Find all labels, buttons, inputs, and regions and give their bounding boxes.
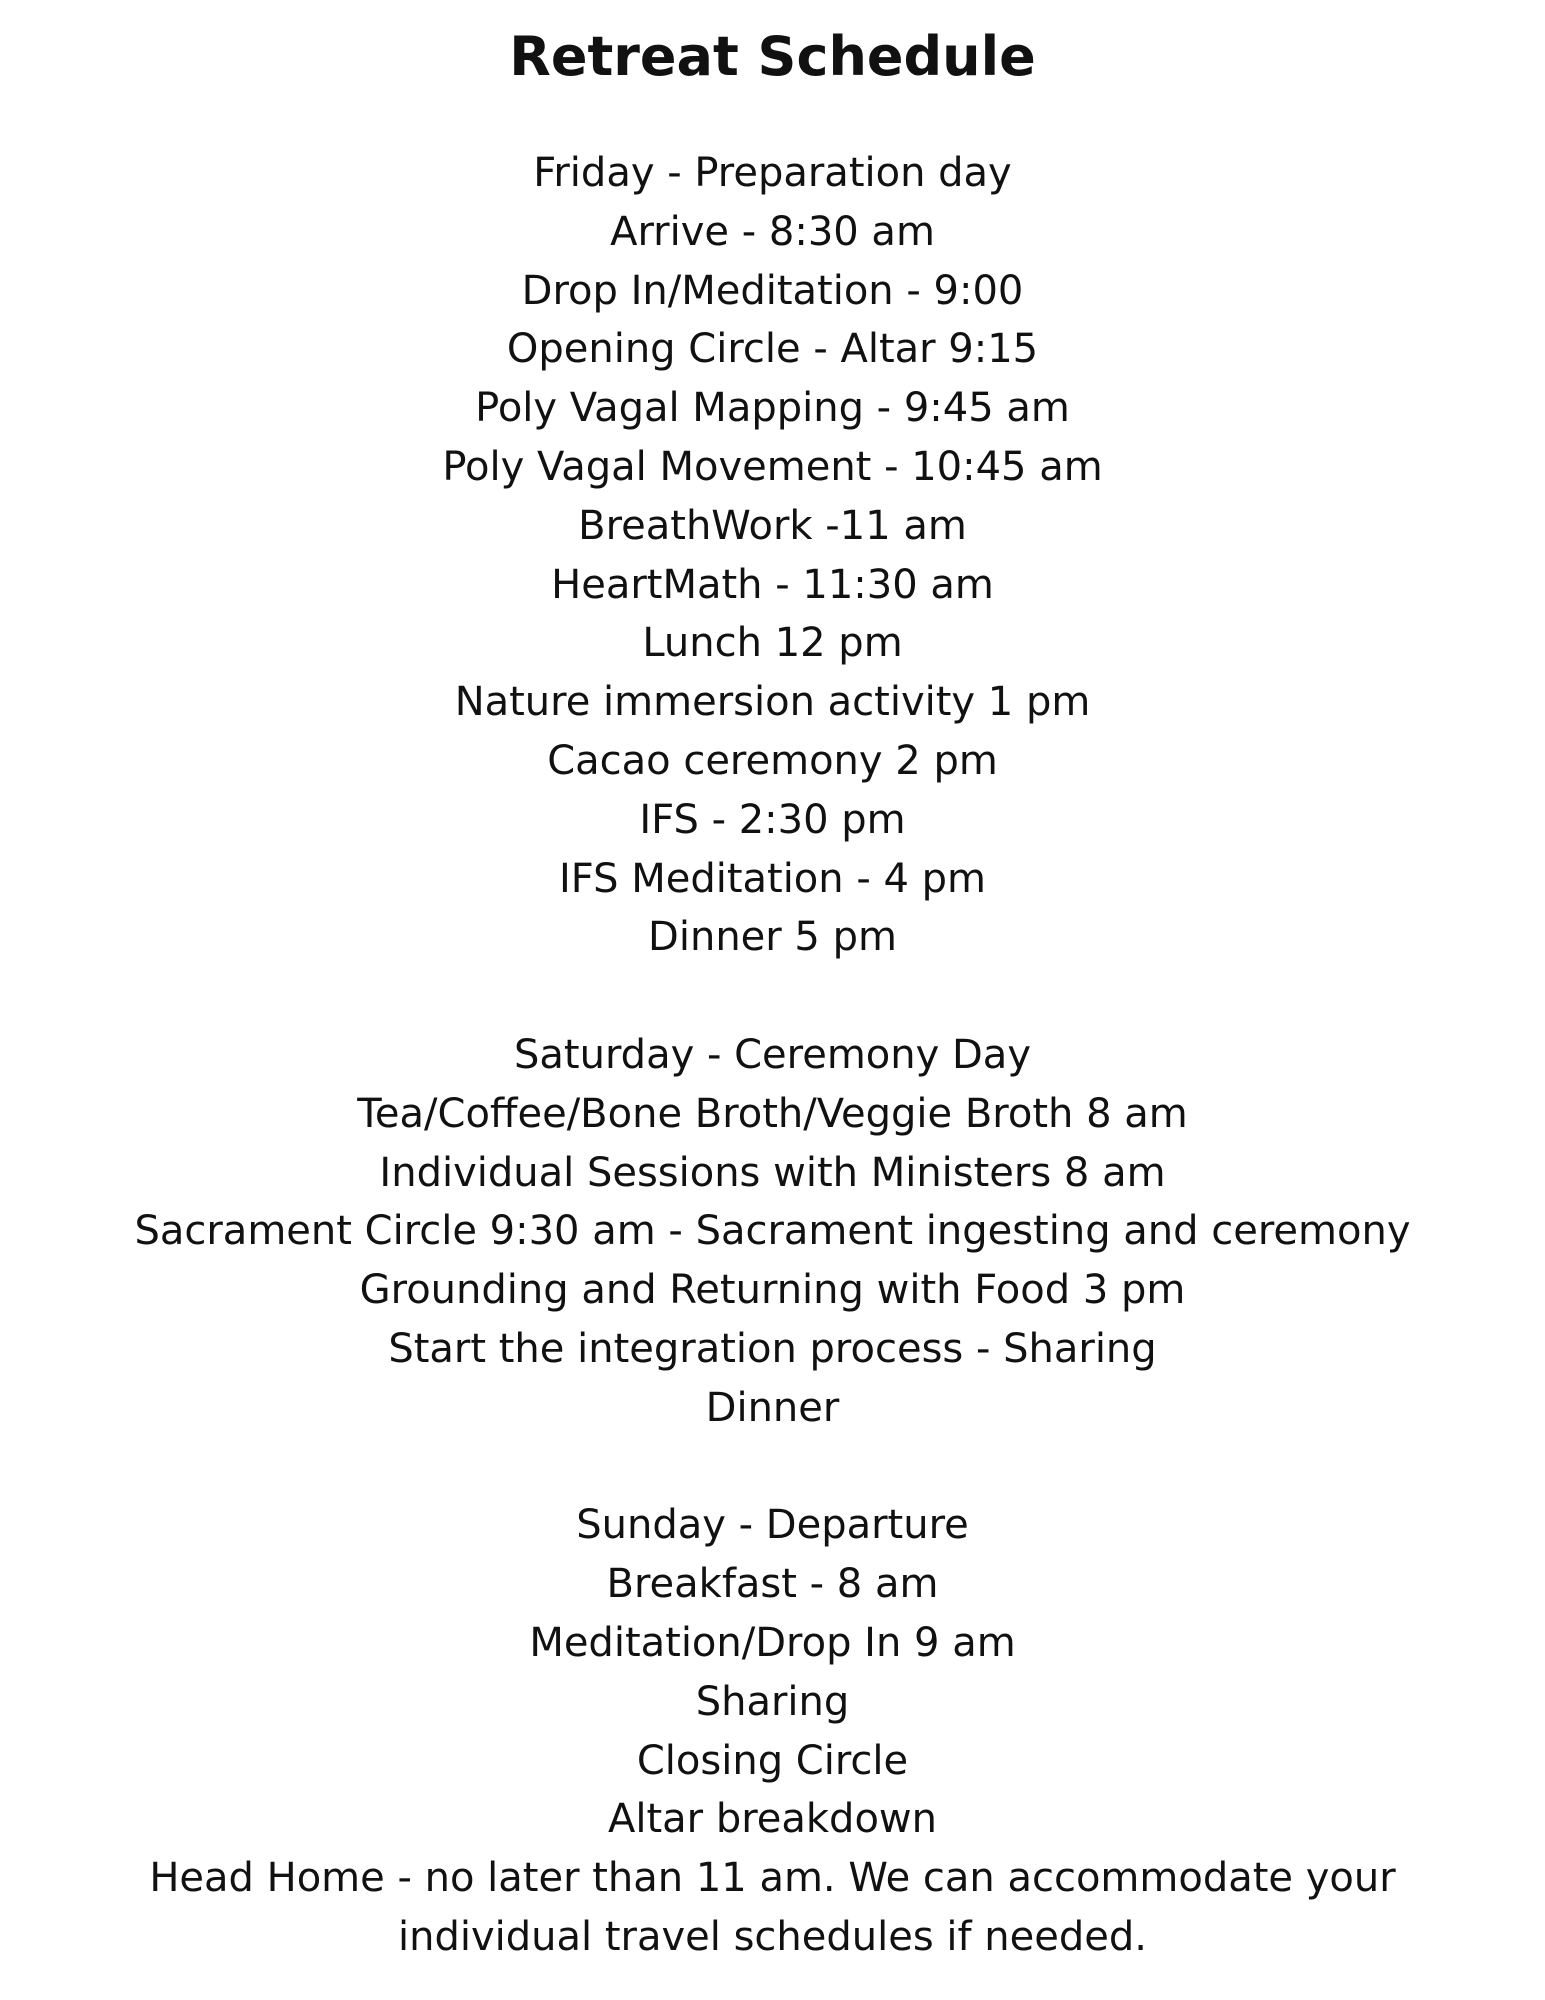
day-heading: Saturday - Ceremony Day: [514, 1031, 1031, 1078]
day-friday: [0, 144, 1545, 967]
schedule-item: Closing Circle: [636, 1737, 909, 1784]
page-title: Retreat Schedule: [509, 25, 1036, 88]
schedule-item: Drop In/Meditation - 9:00: [521, 267, 1024, 314]
schedule-item: Individual Sessions with Ministers 8 am: [379, 1149, 1166, 1196]
schedule-item: BreathWork -11 am: [578, 502, 967, 549]
schedule-item: Breakfast - 8 am: [606, 1561, 939, 1608]
schedule-item: Head Home - no later than 11 am. We can accommodate your individual travel schedules if needed.: [149, 1855, 1396, 1960]
day-heading: Sunday - Departure: [576, 1502, 969, 1549]
schedule-item: Cacao ceremony 2 pm: [547, 737, 998, 784]
schedule-item: Meditation/Drop In 9 am: [529, 1619, 1016, 1666]
schedule-item: Altar breakdown: [607, 1796, 937, 1843]
schedule-item: Tea/Coffee/Bone Broth/Veggie Broth 8 am: [357, 1090, 1188, 1137]
schedule-item: Nature immersion activity 1 pm: [454, 679, 1091, 726]
schedule-item: Poly Vagal Mapping - 9:45 am: [475, 385, 1070, 432]
day-saturday: [0, 1026, 1545, 1438]
schedule-item: Start the integration process - Sharing: [388, 1325, 1157, 1372]
schedule-item: Sharing: [695, 1678, 850, 1725]
schedule-item: Arrive - 8:30 am: [610, 208, 935, 255]
schedule-item: HeartMath - 11:30 am: [551, 561, 994, 608]
schedule-item: Grounding and Returning with Food 3 pm: [359, 1267, 1186, 1314]
schedule-item: IFS - 2:30 pm: [639, 796, 906, 843]
schedule-item: Poly Vagal Movement - 10:45 am: [442, 443, 1103, 490]
schedule-item: Lunch 12 pm: [642, 620, 903, 667]
day-sunday: [0, 1496, 1545, 1966]
schedule-item: Sacrament Circle 9:30 am - Sacrament ingesting and ceremony: [134, 1208, 1411, 1255]
day-heading: Friday - Preparation day: [533, 150, 1012, 196]
schedule-item: IFS Meditation - 4 pm: [558, 855, 987, 902]
schedule-list: [0, 144, 1545, 1967]
schedule-item: Dinner: [705, 1384, 840, 1431]
schedule-item: Dinner 5 pm: [648, 914, 897, 961]
schedule-item: Opening Circle - Altar 9:15: [506, 326, 1039, 373]
